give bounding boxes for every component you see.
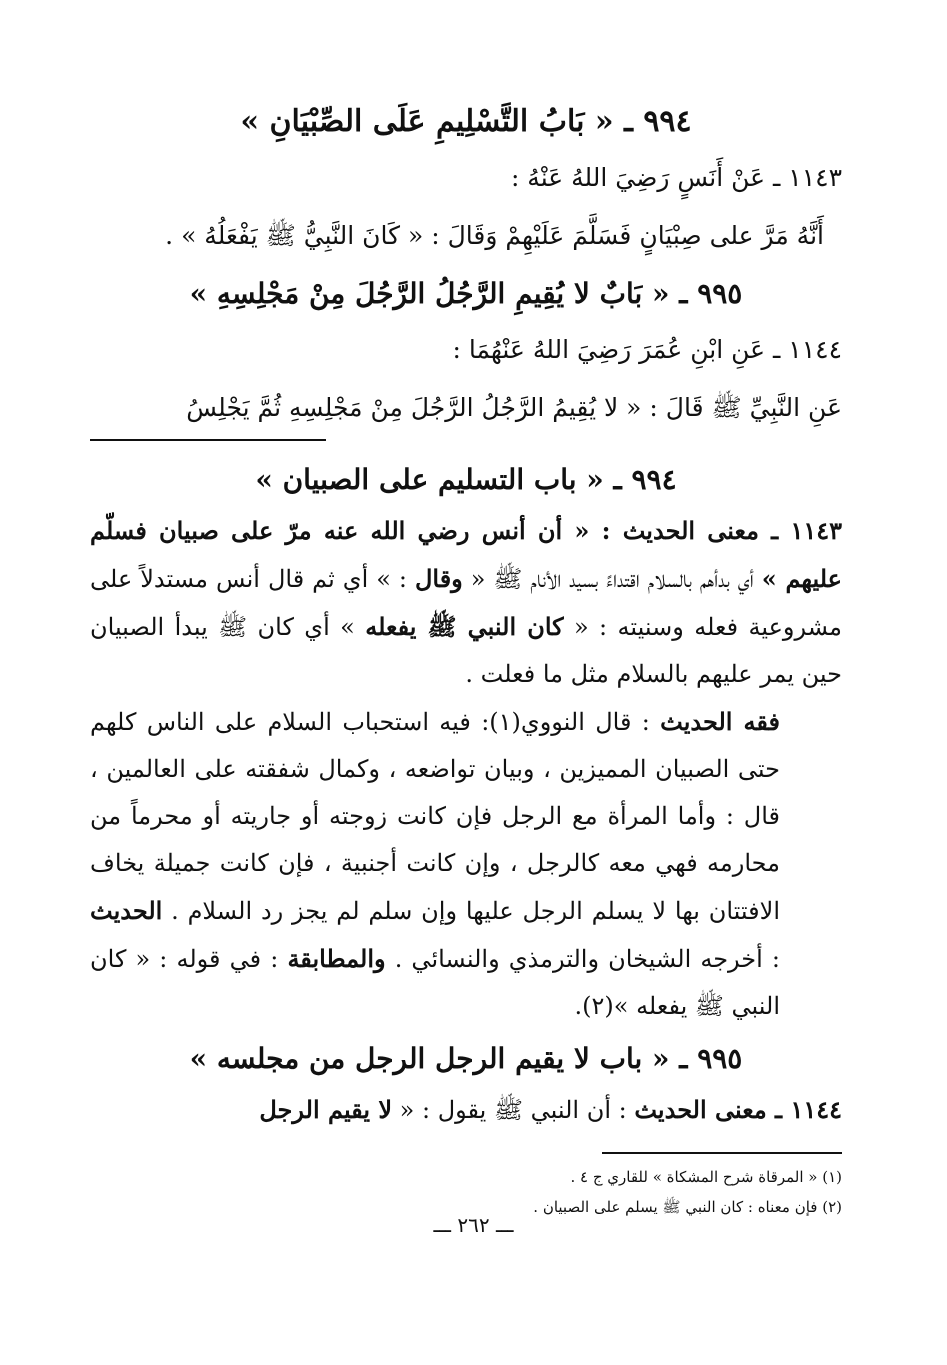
commentary-1143-lead: ١١٤٣ ـ معنى الحديث : « أن أنس رضي الله عنه مرّ على صبيان فسلّم عليهم » [90, 516, 842, 593]
commentary-1144-lead: ١١٤٤ ـ معنى الحديث [634, 1095, 842, 1124]
fiqh-label: فقه الحديث [660, 707, 780, 736]
footnote-1: (١) « المرقاة شرح المشكاة » للقاري ج ٤ . [570, 1168, 842, 1186]
footnote-divider [602, 1152, 842, 1154]
commentary-1143 [90, 507, 842, 1030]
commentary-1144-text: : أن النبي ﷺ يقول : « [392, 1096, 635, 1124]
hadith-label: الحديث [90, 896, 163, 925]
fiqh-paragraph [90, 698, 842, 1030]
commentary-1143-part3: » أي كان ﷺ يبدأ الصبيان حين يمر عليهم بالسلام مثل ما فعلت . [90, 613, 842, 688]
commentary-1143-kana: كان النبي ﷺ يفعله [365, 612, 564, 641]
chapter-995-heading: ٩٩٥ ـ « بَابٌ لا يُقِيمِ الرَّجُلُ الرَّجُلَ مِنْ مَجْلِسِهِ » [189, 277, 743, 310]
fiqh-text: : قال النووي(١): فيه استحباب السلام على الناس كلهم حتى الصبيان المميزين ، وبيان تواضعه ، وكمال شفقته على العالمين ، قال : وأما المرأة مع الرجل فإن كانت زوجته أو جاريته أو محرماً من محارمه فهي معه كالرجل ، وإن كانت أجنبية ، فإن كانت جميلة يخاف الافتتان بها لا يسلم الرجل عليها وإن سلم لم يجز رد السلام . [90, 708, 780, 925]
mutabaqa-label: والمطابقة [287, 944, 386, 973]
commentary-995-heading: ٩٩٥ ـ « باب لا يقيم الرجل الرجل من مجلسه » [189, 1042, 743, 1075]
commentary-1144-end: لا يقيم الرجل [259, 1095, 393, 1124]
commentary-1143-wa-qal: وقال [414, 564, 463, 593]
page-body [90, 95, 842, 1222]
footnote-2: (٢) فإن معناه : كان النبي ﷺ يسلم على الصبيان . [533, 1198, 842, 1216]
commentary-1143-part1: أي بدأهم بالسلام اقتداءً بسيد الأنام ﷺ « [462, 565, 762, 593]
commentary-994-heading: ٩٩٤ ـ « باب التسليم على الصبيان » [255, 463, 677, 496]
hadith-1144-matn: عَنِ النَّبِيِّ ﷺ قَالَ : « لا يُقِيمُ الرَّجُلُ الرَّجُلَ مِنْ مَجْلِسِهِ ثُمَّ يَجْلِسُ [186, 393, 842, 422]
hadith-1143-isnad: ١١٤٣ ـ عَنْ أَنَسٍ رَضِيَ اللهُ عَنْهُ : [510, 163, 842, 192]
chapter-994-heading: ٩٩٤ ـ « بَابُ التَّسْلِيمِ عَلَى الصِّبْيَانِ » [240, 104, 692, 139]
mutabaqa-text: : في قوله : « كان النبي ﷺ يفعله »(٢). [90, 945, 780, 1020]
page-number: ـــ ٢٦٢ ـــ [433, 1213, 514, 1237]
hadith-1144-isnad: ١١٤٤ ـ عَنِ ابْنِ عُمَرَ رَضِيَ اللهُ عَنْهُمَا : [452, 335, 842, 364]
section-divider [90, 439, 326, 441]
commentary-1143-part2: : » أي ثم قال أنس مستدلاً على مشروعية فعله وسنيته : « [90, 565, 842, 641]
commentary-1144 [90, 1086, 842, 1134]
hadith-text: : أخرجه الشيخان والترمذي والنسائي . [385, 945, 780, 973]
hadith-1143-matn: أَنَّهُ مَرَّ على صِبْيَانٍ فَسَلَّمَ عَلَيْهِمْ وَقَالَ : « كَانَ النَّبِيُّ ﷺ يَفْعَلُهُ » . [165, 221, 824, 250]
